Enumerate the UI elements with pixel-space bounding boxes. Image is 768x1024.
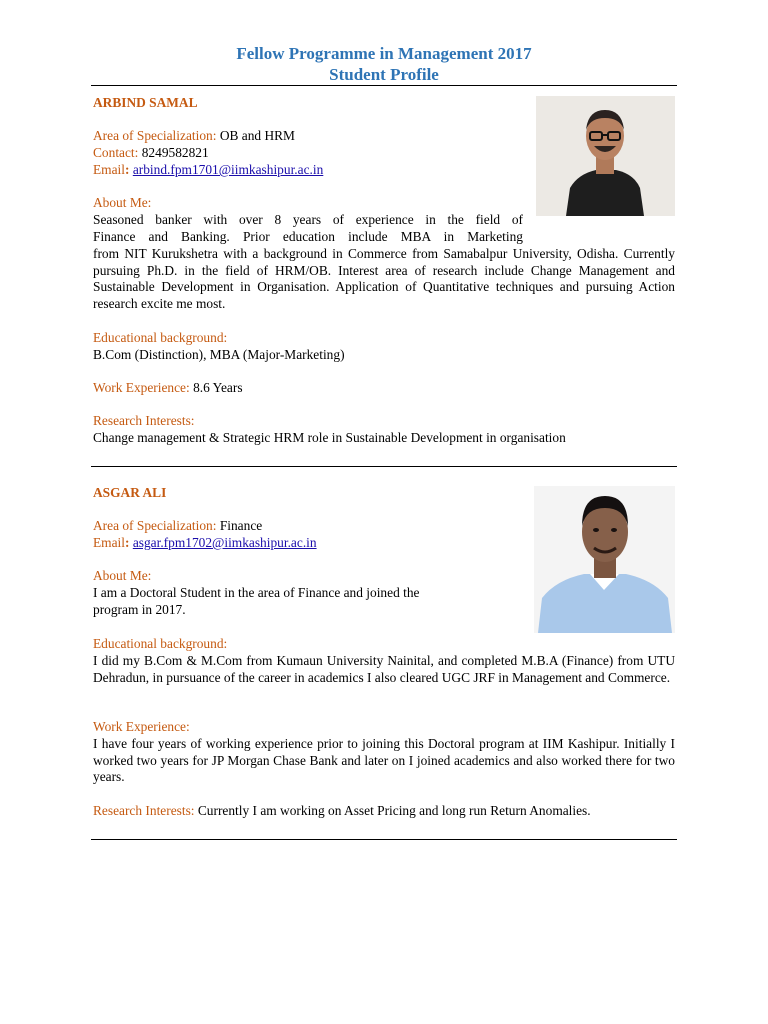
person-photo-icon (536, 96, 675, 216)
contact-label: Contact: (93, 145, 139, 160)
profile-name: ASGAR ALI (93, 485, 167, 500)
email-line (93, 535, 317, 552)
education-value: B.Com (Distinction), MBA (Major-Marketing) (93, 347, 345, 362)
work-label: Work Experience: (93, 380, 190, 395)
research-line (93, 803, 591, 820)
specialization-label: Area of Specialization: (93, 518, 217, 533)
work-line (93, 380, 243, 397)
specialization-value: Finance (219, 518, 263, 533)
research-value: Currently I am working on Asset Pricing and long run Return Anomalies. (197, 803, 591, 818)
work-value: I have four years of working experience prior to joining this Doctoral program at IIM Kashipur. Initially I worked two years for JP Morgan Chase Bank and later on I joined academics and also worked there for two years. (93, 736, 675, 785)
about-text-line-1: I am a Doctoral Student in the area of Finance and joined the (93, 585, 420, 600)
work-value: 8.6 Years (193, 380, 243, 395)
document-title: Fellow Programme in Management 2017 (236, 44, 532, 63)
research-label: Research Interests: (93, 803, 195, 818)
contact-line (93, 145, 209, 162)
profile-name: ARBIND SAMAL (93, 95, 198, 110)
divider (91, 85, 677, 86)
education-label: Educational background: (93, 330, 228, 345)
about-text-line-1: Seasoned banker with over 8 years of experience in the field of (93, 212, 523, 227)
contact-value: 8249582821 (141, 145, 209, 160)
person-photo-icon (534, 486, 675, 633)
education-value: I did my B.Com & M.Com from Kumaun University Nainital, and completed M.B.A (Finance) from UTU Dehradun, in pursuance of the career in academics I also cleared UGC JRF in Management and Commerce. (93, 653, 675, 685)
email-colon: : (124, 162, 130, 177)
divider (91, 839, 677, 840)
education-label: Educational background: (93, 636, 228, 651)
email-link[interactable]: asgar.fpm1702@iimkashipur.ac.in (132, 535, 317, 550)
email-label: Email (93, 535, 125, 550)
work-label: Work Experience: (93, 719, 190, 734)
specialization-line (93, 128, 295, 145)
email-link[interactable]: arbind.fpm1701@iimkashipur.ac.in (132, 162, 324, 177)
about-text-line-2: program in 2017. (93, 602, 186, 617)
research-label: Research Interests: (93, 413, 195, 428)
email-colon: : (124, 535, 130, 550)
specialization-label: Area of Specialization: (93, 128, 217, 143)
divider (91, 466, 677, 467)
about-text: from NIT Kurukshetra with a background in Commerce from Samabalpur University, Odisha. Currently pursuing Ph.D. in the field of HRM/OB. Interest area of research include Change Management and Sustainable Development in Organisation. Application of Quantitative techniques and pursuing Action research excite me most. (93, 246, 675, 311)
specialization-value: OB and HRM (219, 128, 295, 143)
research-value: Change management & Strategic HRM role in Sustainable Development in organisation (93, 430, 566, 445)
about-text-line-2: Finance and Banking. Prior education include MBA in Marketing (93, 229, 523, 244)
email-line (93, 162, 323, 179)
about-label: About Me: (93, 195, 152, 210)
specialization-line (93, 518, 262, 535)
about-label: About Me: (93, 568, 152, 583)
profile-photo (534, 486, 675, 633)
profile-photo (536, 96, 675, 216)
document-subtitle: Student Profile (329, 65, 439, 84)
email-label: Email (93, 162, 125, 177)
